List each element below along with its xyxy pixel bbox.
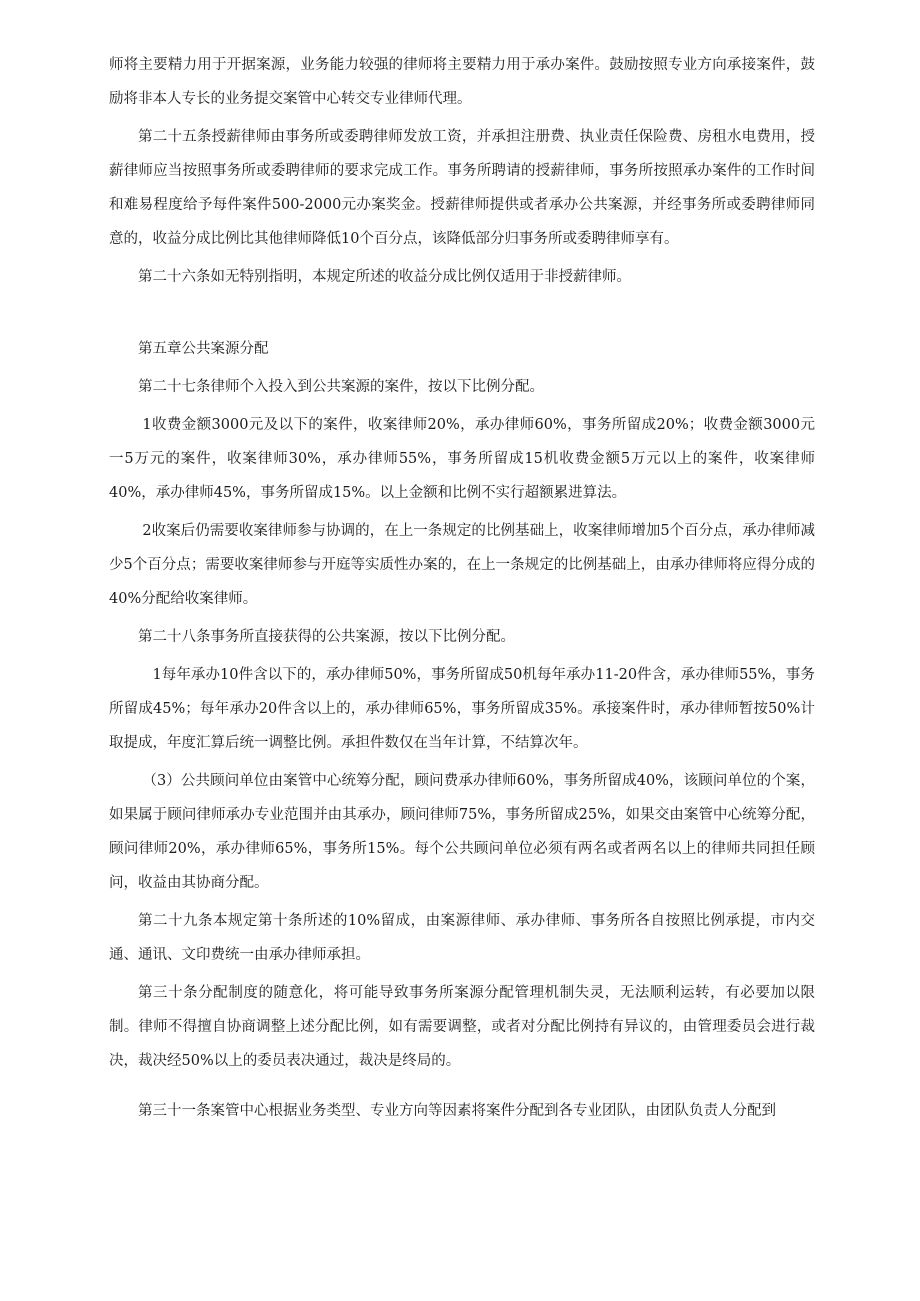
paragraph-article-28: 第二十八条事务所直接获得的公共案源，按以下比例分配。: [138, 629, 515, 645]
paragraph-article-29: 第二十九条本规定第十条所述的10%留成，由案源律师、承办律师、事务所各自按照比例承提，市内交通、通讯、文印费统一由承办律师承担。: [109, 913, 815, 963]
paragraph-article-25: 第二十五条授薪律师由事务所或委聘律师发放工资，并承担注册费、执业责任保险费、房租水电费用，授薪律师应当按照事务所或委聘律师的要求完成工作。事务所聘请的授薪律师，事务所按照承办案件的工作时间和难易程度给予每件案件500-2000元办案奖金。授薪律师提供或者承办公共案源，并经事务所或委聘律师同意的，收益分成比例比其他律师降低10个百分点，该降低部分归事务所或委聘律师享有。: [109, 129, 815, 247]
chapter-heading: 第五章公共案源分配: [138, 341, 269, 357]
paragraph-article-28-item-3: （3）公共顾问单位由案管中心统筹分配，顾问费承办律师60%，事务所留成40%，该顾问单位的个案，如果属于顾问律师承办专业范围并由其承办，顾问律师75%，事务所留成25%，如果交由案管中心统筹分配，顾问律师20%，承办律师65%，事务所15%。每个公共顾问单位必须有两名或者两名以上的律师共同担任顾问，收益由其协商分配。: [109, 773, 815, 891]
paragraph-article-31: 第三十一条案管中心根据业务类型、专业方向等因素将案件分配到各专业团队，由团队负责人分配到: [138, 1103, 776, 1119]
paragraph-article-26: 第二十六条如无特别指明，本规定所述的收益分成比例仅适用于非授薪律师。: [138, 269, 631, 285]
paragraph-continuation: 师将主要精力用于开据案源，业务能力较强的律师将主要精力用于承办案件。鼓励按照专业方向承接案件，鼓励将非本人专长的业务提交案管中心转交专业律师代理。: [109, 57, 815, 107]
paragraph-article-27-item-2: 2收案后仍需要收案律师参与协调的，在上一条规定的比例基础上，收案律师增加5个百分点，承办律师减少5个百分点；需要收案律师参与开庭等实质性办案的，在上一条规定的比例基础上，由承办律师将应得分成的40%分配给收案律师。: [109, 523, 815, 607]
paragraph-article-27: 第二十七条律师个入投入到公共案源的案件，按以下比例分配。: [138, 379, 544, 395]
document-body: [109, 48, 815, 1132]
paragraph-article-28-item-1: 1每年承办10件含以下的，承办律师50%，事务所留成50机每年承办11-20件含，承办律师55%，事务所留成45%；每年承办20件含以上的，承办律师65%，事务所留成35%。承接案件时，承办律师暂按50%计取提成，年度汇算后统一调整比例。承担件数仅在当年计算，不结算次年。: [109, 667, 815, 751]
paragraph-article-27-item-1: 1收费金额3000元及以下的案件，收案律师20%，承办律师60%，事务所留成20%；收费金额3000元一5万元的案件，收案律师30%，承办律师55%，事务所留成15机收费金额5万元以上的案件，收案律师40%，承办律师45%，事务所留成15%。以上金额和比例不实行超额累进算法。: [109, 417, 815, 501]
paragraph-article-30: 第三十条分配制度的随意化，将可能导致事务所案源分配管理机制失灵，无法顺利运转，有必要加以限制。律师不得擅自协商调整上述分配比例，如有需要调整，或者对分配比例持有异议的，由管理委员会进行裁决，裁决经50%以上的委员表决通过，裁决是终局的。: [109, 985, 815, 1069]
